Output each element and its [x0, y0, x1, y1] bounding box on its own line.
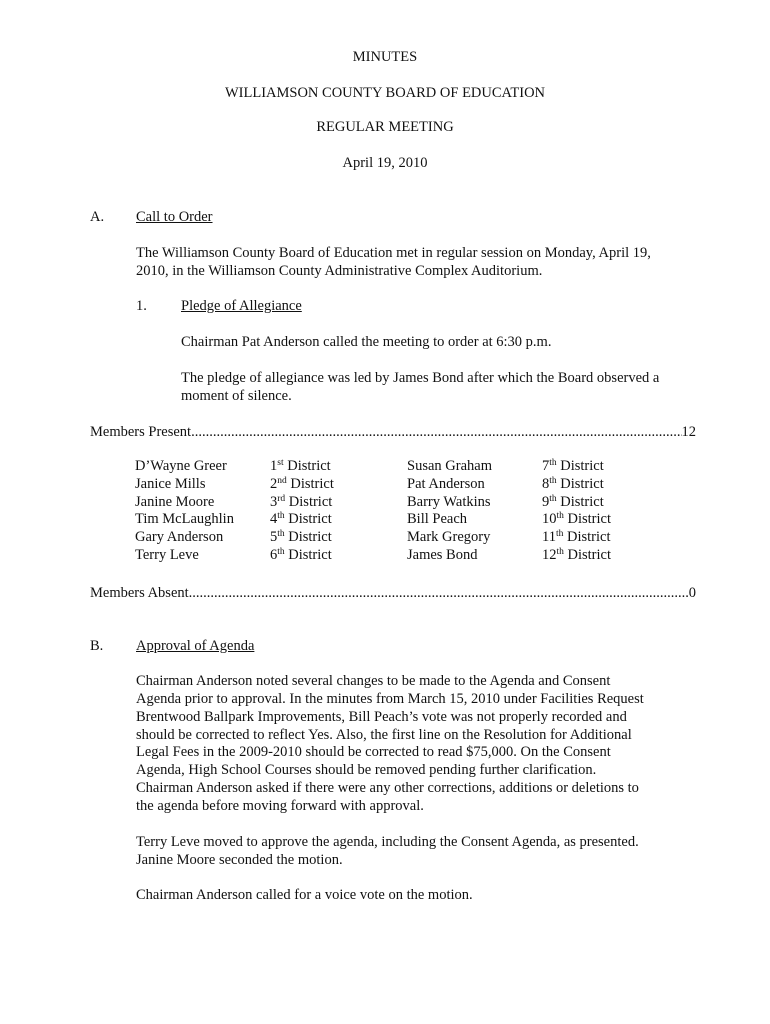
members-absent-count: 0: [688, 585, 696, 601]
member-district: 1st District: [270, 458, 331, 474]
member-district: 9th District: [542, 493, 604, 510]
item-1-paragraph-1: Chairman Pat Anderson called the meeting to order at 6:30 p.m.: [181, 334, 552, 350]
section-a-intro-line-1: The Williamson County Board of Education met in regular session on Monday, April 19,: [136, 245, 651, 261]
meeting-type: REGULAR MEETING: [316, 119, 454, 135]
leader-dots: [189, 584, 689, 602]
member-district: 4th District: [270, 511, 332, 528]
members-absent-label: Members Absent: [90, 585, 189, 601]
members-absent-line: [90, 584, 696, 602]
member-name: James Bond: [407, 546, 478, 563]
member-district: 3rd District: [270, 493, 333, 510]
table-row: [135, 510, 655, 528]
item-1-heading: Pledge of Allegiance: [181, 298, 302, 314]
section-b-heading: Approval of Agenda: [136, 638, 255, 654]
meeting-date: April 19, 2010: [342, 155, 428, 171]
document-title: MINUTES: [352, 49, 418, 65]
member-name: Janice Mills: [135, 475, 206, 492]
member-name: D’Wayne Greer: [135, 458, 227, 474]
member-name: Bill Peach: [407, 511, 468, 528]
member-name: Pat Anderson: [407, 475, 485, 492]
table-row: [135, 475, 655, 493]
member-district: 7th District: [542, 458, 604, 474]
section-b-paragraph-1-line: Legal Fees in the 2009-2010 should be corrected to read $75,000. On the Consent: [136, 744, 611, 760]
organization-name: WILLIAMSON COUNTY BOARD OF EDUCATION: [224, 85, 546, 101]
member-name: Barry Watkins: [407, 493, 491, 510]
section-b-paragraph-3: Chairman Anderson called for a voice vote on the motion.: [136, 887, 473, 903]
member-name: Janine Moore: [135, 493, 215, 510]
member-district: 5th District: [270, 529, 332, 546]
section-b-paragraph-2-line: Janine Moore seconded the motion.: [136, 852, 343, 868]
member-name: Susan Graham: [407, 458, 492, 474]
members-present-count: 12: [681, 424, 696, 440]
member-district: 2nd District: [270, 475, 334, 492]
member-name: Gary Anderson: [135, 529, 224, 546]
section-b-paragraph-1-line: Agenda, High School Courses should be removed pending further clarification.: [136, 762, 597, 778]
members-present-line: [90, 423, 696, 441]
member-district: 11th District: [542, 529, 611, 546]
member-district: 8th District: [542, 475, 604, 492]
section-b-paragraph-1-line: should be corrected to reflect Yes. Also, the first line on the Resolution for Additional: [136, 727, 632, 743]
item-1-paragraph-2-line-2: moment of silence.: [181, 388, 292, 404]
member-name: Mark Gregory: [407, 529, 491, 546]
table-row: [135, 493, 655, 511]
section-b-paragraph-1-line: Chairman Anderson noted several changes to be made to the Agenda and Consent: [136, 673, 611, 689]
member-district: 10th District: [542, 511, 612, 528]
section-b-letter: B.: [90, 638, 104, 654]
item-1-number: 1.: [136, 298, 147, 314]
section-b-paragraph-1-line: the agenda before moving forward with approval.: [136, 798, 424, 814]
members-present-label: Members Present: [90, 424, 192, 440]
table-row: [135, 528, 655, 546]
section-b-paragraph-1-line: Agenda prior to approval. In the minutes from March 15, 2010 under Facilities Request: [136, 691, 644, 707]
section-a-letter: A.: [90, 209, 105, 225]
section-b-paragraph-1-line: Brentwood Ballpark Improvements, Bill Peach’s vote was not properly recorded and: [136, 709, 627, 725]
table-row: [135, 457, 655, 475]
member-name: Terry Leve: [135, 546, 199, 563]
section-b-paragraph-2-line: Terry Leve moved to approve the agenda, including the Consent Agenda, as presented.: [136, 834, 639, 850]
item-1-paragraph-2-line-1: The pledge of allegiance was led by James Bond after which the Board observed a: [181, 370, 660, 386]
section-a-intro-line-2: 2010, in the Williamson County Administrative Complex Auditorium.: [136, 263, 543, 279]
section-a-heading: Call to Order: [136, 209, 213, 225]
table-row: [135, 546, 655, 564]
member-district: 12th District: [542, 546, 612, 563]
members-table: [135, 457, 655, 564]
leader-dots: [191, 423, 681, 441]
member-name: Tim McLaughlin: [135, 511, 234, 528]
member-district: 6th District: [270, 546, 332, 563]
section-b-paragraph-1-line: Chairman Anderson asked if there were any other corrections, additions or deletions to: [136, 780, 639, 796]
